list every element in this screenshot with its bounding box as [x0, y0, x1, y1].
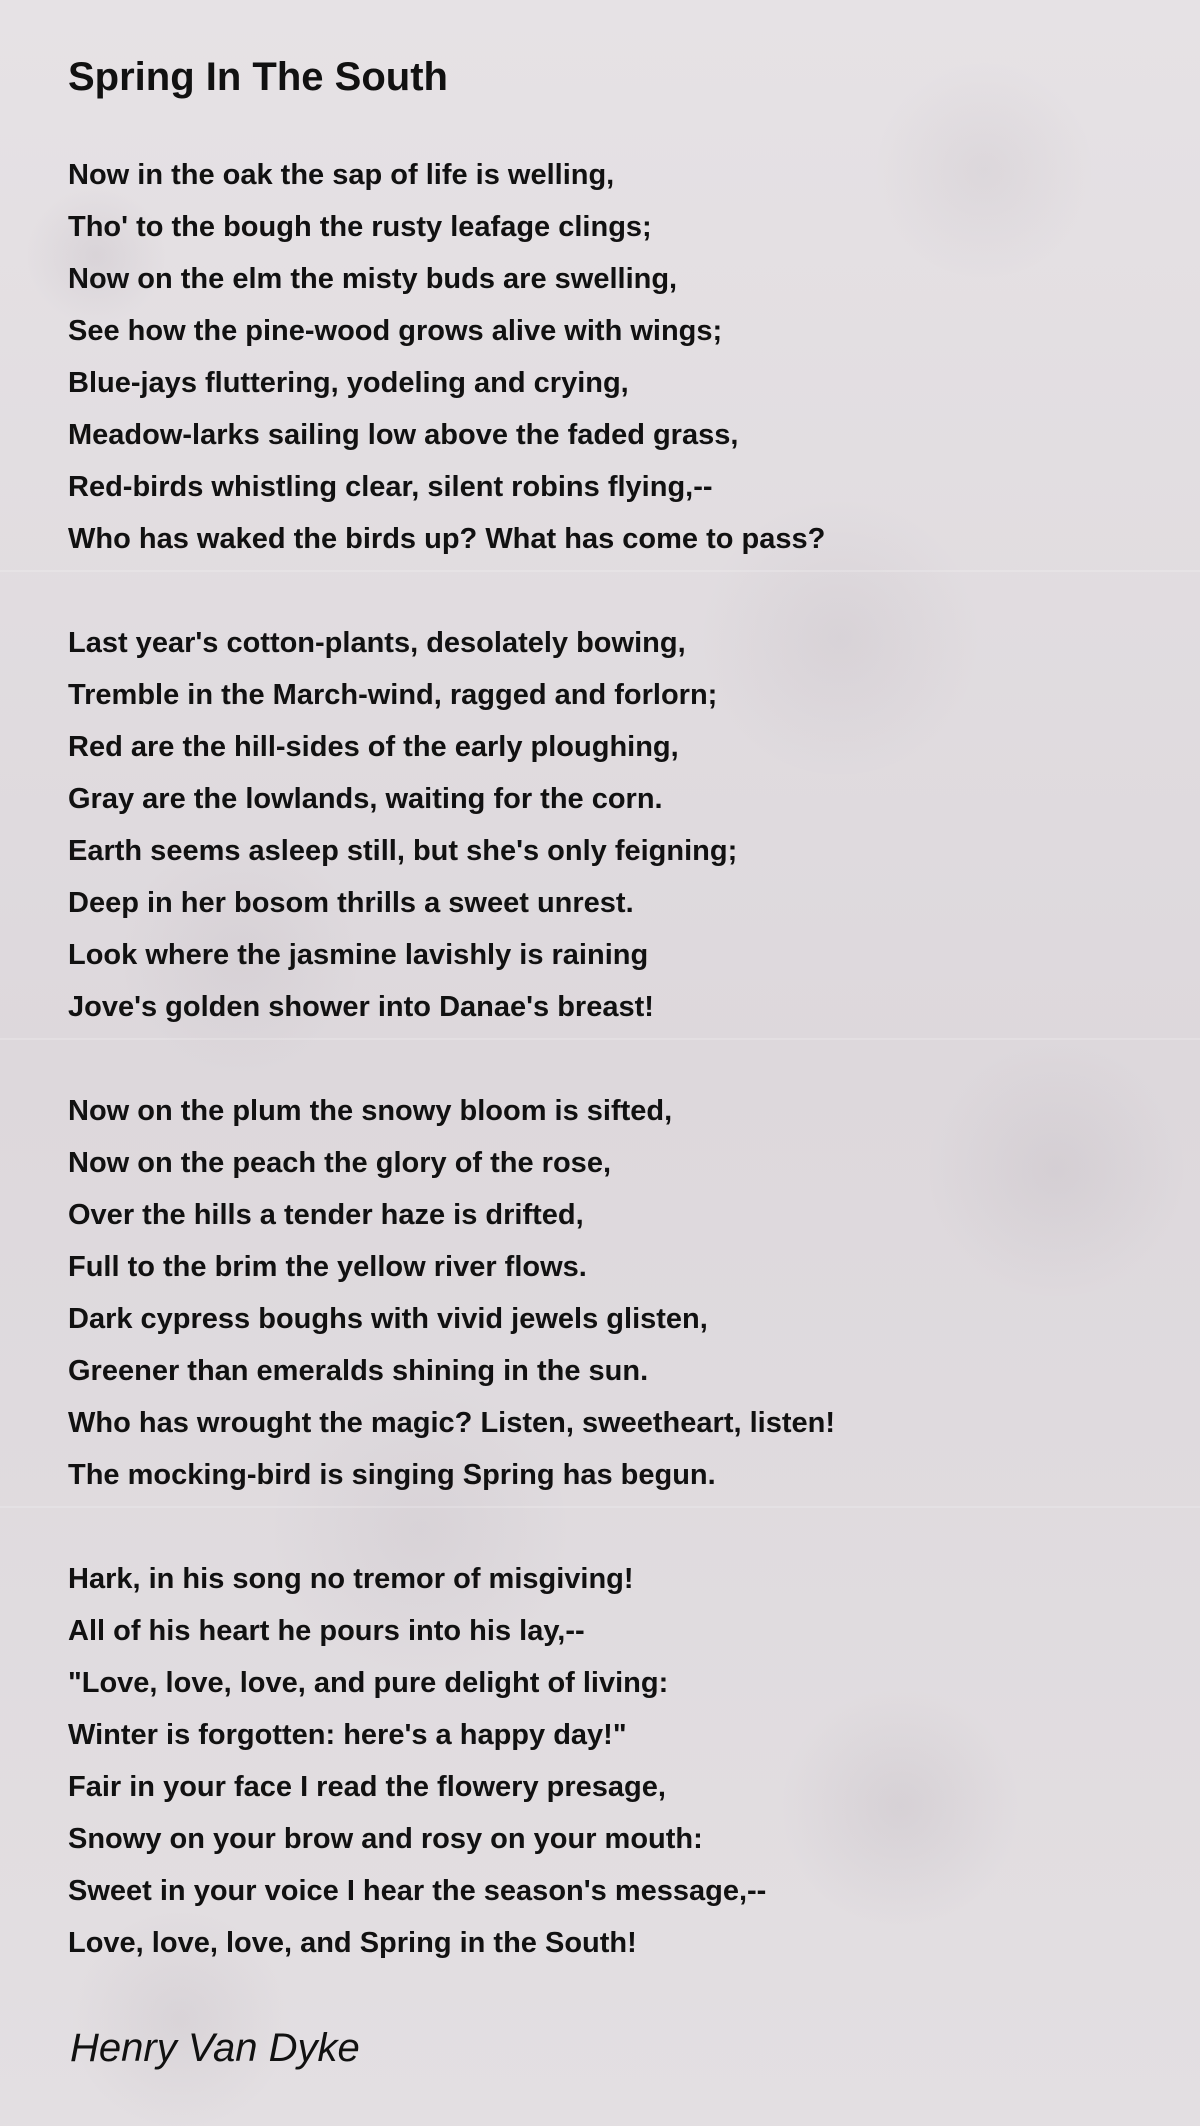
- poem-line: Gray are the lowlands, waiting for the corn.: [68, 783, 663, 815]
- poem-line: Who has waked the birds up? What has come to pass?: [68, 523, 826, 555]
- poem-line: Last year's cotton-plants, desolately bowing,: [68, 627, 686, 659]
- poem-author: Henry Van Dyke: [70, 2026, 360, 2070]
- poem-line: Tremble in the March-wind, ragged and forlorn;: [68, 679, 718, 711]
- poem-line: Jove's golden shower into Danae's breast!: [68, 991, 654, 1023]
- poem-line: Earth seems asleep still, but she's only feigning;: [68, 835, 738, 867]
- poem-line: Love, love, love, and Spring in the South!: [68, 1927, 637, 1959]
- poem-line: Over the hills a tender haze is drifted,: [68, 1199, 584, 1231]
- poem-line: Hark, in his song no tremor of misgiving!: [68, 1563, 634, 1595]
- poem-line: Fair in your face I read the flowery presage,: [68, 1771, 666, 1803]
- poem-line: Meadow-larks sailing low above the faded grass,: [68, 419, 739, 451]
- stanza-3: [68, 1085, 1148, 1501]
- poem-body: [68, 149, 1148, 1969]
- poem-line: Tho' to the bough the rusty leafage clings;: [68, 211, 652, 243]
- poem-line: Greener than emeralds shining in the sun.: [68, 1355, 649, 1387]
- poem-line: All of his heart he pours into his lay,--: [68, 1615, 585, 1647]
- poem-line: Winter is forgotten: here's a happy day!": [68, 1719, 627, 1751]
- poem-line: Red are the hill-sides of the early ploughing,: [68, 731, 679, 763]
- poem-line: "Love, love, love, and pure delight of living:: [68, 1667, 669, 1699]
- poem-line: Red-birds whistling clear, silent robins flying,--: [68, 471, 713, 503]
- poem-line: Look where the jasmine lavishly is raining: [68, 939, 649, 971]
- poem-line: Blue-jays fluttering, yodeling and crying,: [68, 367, 629, 399]
- poem-line: Who has wrought the magic? Listen, sweetheart, listen!: [68, 1407, 835, 1439]
- poem-line: Sweet in your voice I hear the season's message,--: [68, 1875, 767, 1907]
- poem-line: Now on the peach the glory of the rose,: [68, 1147, 611, 1179]
- poem-title: Spring In The South: [68, 55, 448, 99]
- poem-line: Now on the elm the misty buds are swelling,: [68, 263, 678, 295]
- poem-line: Now in the oak the sap of life is welling,: [68, 159, 615, 191]
- poem-line: Now on the plum the snowy bloom is sifted,: [68, 1095, 673, 1127]
- poem-line: Snowy on your brow and rosy on your mouth:: [68, 1823, 703, 1855]
- poem-line: Full to the brim the yellow river flows.: [68, 1251, 587, 1283]
- stanza-1: [68, 149, 1148, 565]
- poem-line: Dark cypress boughs with vivid jewels glisten,: [68, 1303, 708, 1335]
- stanza-2: [68, 617, 1148, 1033]
- poem-line: The mocking-bird is singing Spring has begun.: [68, 1459, 716, 1491]
- stanza-4: [68, 1553, 1148, 1969]
- poem-line: See how the pine-wood grows alive with wings;: [68, 315, 723, 347]
- poem-line: Deep in her bosom thrills a sweet unrest.: [68, 887, 634, 919]
